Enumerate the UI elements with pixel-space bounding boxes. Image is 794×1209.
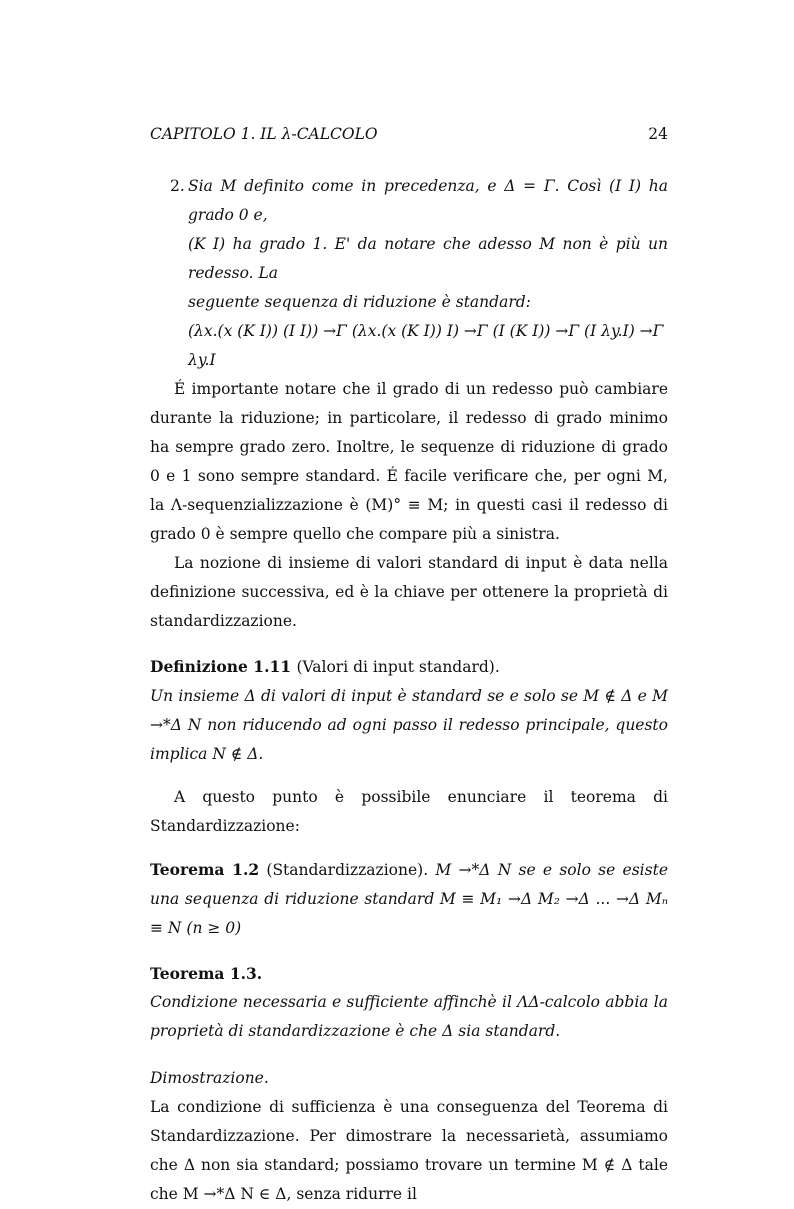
reduction-result: λy.I: [188, 351, 216, 369]
theorem-label: Teorema 1.2: [150, 860, 260, 879]
list-item-body: [188, 172, 668, 375]
theorem-label: Teorema 1.3.: [150, 964, 263, 983]
list-item-line: (K I) ha grado 1. E' da notare che adesso M non è più un redesso. La: [188, 235, 668, 282]
theorem-heading: [150, 959, 668, 988]
paragraph: A questo punto è possibile enunciare il teorema di Standardizzazione:: [150, 788, 668, 835]
chapter-title: CAPITOLO 1. IL λ-CALCOLO: [150, 125, 378, 143]
page: [150, 120, 668, 1209]
theorem-text: Condizione necessaria e sufficiente affinchè il ΛΔ-calcolo abbia la proprietà di standardizzazione è che Δ sia standard.: [150, 993, 668, 1040]
list-item-line: Sia M definito come in precedenza, e Δ = Γ. Così (I I) ha grado 0 e,: [188, 177, 668, 224]
paragraph: É importante notare che il grado di un redesso può cambiare durante la riduzione; in particolare, il redesso di grado minimo ha sempre grado zero. Inoltre, le sequenze di riduzione di grado 0 e 1 sono sempre standard. É facile verificare che, per ogni M, la Λ-sequenzializzazione è (M)° ≡ M; in questi casi il redesso di grado 0 è sempre quello che compare più a sinistra.: [150, 380, 668, 543]
list-marker: 2.: [170, 177, 185, 195]
definition-text: Un insieme Δ di valori di input è standard se e solo se M ∉ Δ e M →*Δ N non riducendo ad ogni passo il redesso principale, questo implica N ∉ Δ.: [150, 687, 668, 763]
theorem-block: [150, 855, 668, 943]
definition-heading: [150, 652, 668, 682]
definition-title: (Valori di input standard).: [296, 658, 500, 676]
proof-label: Dimostrazione.: [150, 1069, 269, 1087]
paragraph: La nozione di insieme di valori standard di input è data nella definizione successiva, ed è la chiave per ottenere la proprietà di standardizzazione.: [150, 554, 668, 630]
page-number: 24: [648, 125, 668, 143]
list-item: [150, 172, 668, 375]
theorem-title: (Standardizzazione).: [266, 861, 429, 879]
definition-label: Definizione 1.11: [150, 657, 292, 676]
running-header: [150, 120, 668, 148]
reduction-sequence: (λx.(x (K I)) (I I)) →Γ (λx.(x (K I)) I) →Γ (I (K I)) →Γ (I λy.I) →Γ: [188, 322, 664, 340]
theorem-text: M →*Δ N se e solo se esiste una sequenza di riduzione standard M ≡ M₁ →Δ M₂ →Δ ... →Δ Mₙ ≡ N (n ≥ 0): [150, 861, 668, 937]
proof-text: La condizione di sufficienza è una conseguenza del Teorema di Standardizzazione. Per dimostrare la necessarietà, assumiamo che Δ non sia standard; possiamo trovare un termine M ∉ Δ tale che M →*Δ N ∈ Δ, senza ridurre il: [150, 1098, 668, 1203]
list-item-line: seguente sequenza di riduzione è standard:: [188, 293, 531, 311]
